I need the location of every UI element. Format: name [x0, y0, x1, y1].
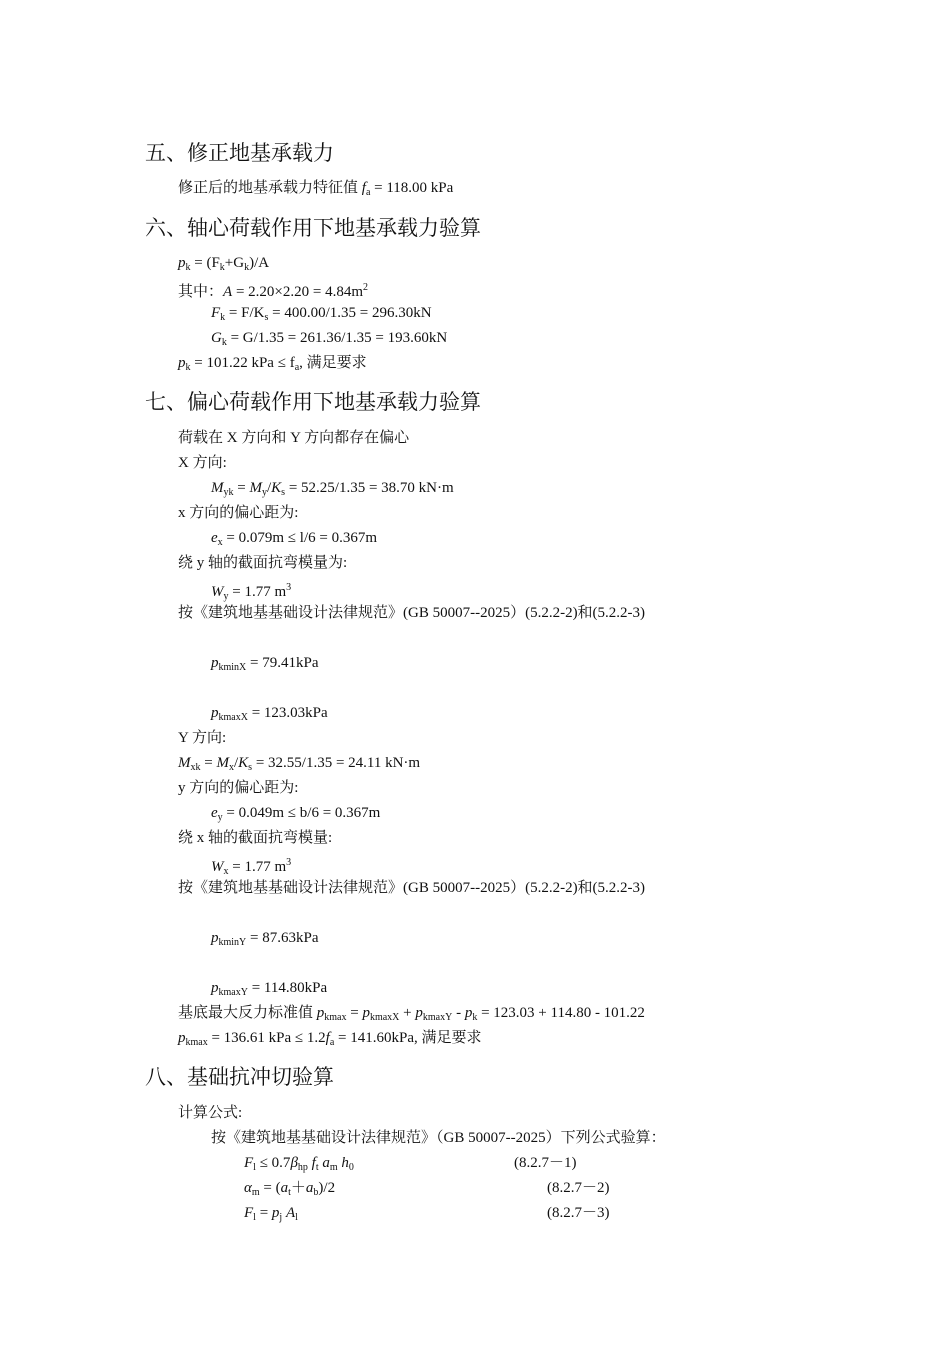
pk-result: $p_k = 101.22$ kPa ≤ $f_a$, 满足要求	[178, 355, 367, 373]
code-line: 按《建筑地基基础设计法律规范》（GB 50007--2025）下列公式验算：	[211, 1130, 666, 1146]
eq1: $F_l \le 0.7\beta_{hp}$ $f_t$ $a_m$ $h_0$	[244, 1155, 354, 1173]
wx-label: 绕 x 轴的截面抗弯模量:	[178, 830, 333, 846]
fa-line: 修正后的地基承载力特征值 $f_a = 118.00$ kPa	[178, 180, 454, 198]
section-8-title: 八、基础抗冲切验算	[145, 1065, 334, 1089]
code-ref-y: 按《建筑地基基础设计法律规范》(GB 50007--2025）(5.2.2-2)和(5.2.2-3)	[178, 880, 646, 896]
pkmaxx-line: $p_{kmaxX} = 123.03kPa$	[211, 705, 328, 723]
ecc-intro: 荷载在 X 方向和 Y 方向都存在偏心	[178, 430, 410, 446]
eq1-ref: (8.2.7－1)	[514, 1155, 577, 1171]
eq2-ref: (8.2.7－2)	[547, 1180, 610, 1196]
formula-label: 计算公式:	[178, 1105, 243, 1121]
ey-line: $e_y = 0.049m \le b/6 = 0.367m$	[211, 805, 381, 823]
section-5-title: 五、修正地基承载力	[145, 141, 334, 165]
fk-line: $F_k = F/K_s = 400.00/1.35 = 296.30kN$	[211, 305, 432, 323]
y-direction-label: Y 方向:	[178, 730, 227, 746]
y-ecc-label: y 方向的偏心距为:	[178, 780, 299, 796]
gk-line: $G_k = G/1.35 = 261.36/1.35 = 193.60kN$	[211, 330, 448, 348]
wy-label: 绕 y 轴的截面抗弯模量为:	[178, 555, 348, 571]
pk-formula: $p_k = (F_k+G_k)/A$	[178, 255, 270, 273]
eq3-ref: (8.2.7－3)	[547, 1205, 610, 1221]
pkmax-result-line: $p_{kmax} = 136.61$ kPa ≤ $1.2f_a = 141.60kPa$, 满足要求	[178, 1030, 482, 1048]
ex-line: $e_x = 0.079m \le l/6 = 0.367m$	[211, 530, 377, 548]
section-6-title: 六、轴心荷载作用下地基承载力验算	[145, 216, 481, 240]
pkmax-calc-line: 基底最大反力标准值 $p_{kmax} = p_{kmaxX} + p_{kmaxY} - p_k = 123.03 + 114.80 - 101.22$	[178, 1005, 645, 1023]
eq3: $F_l = p_j$ $A_l$	[244, 1205, 298, 1223]
wy-line: $W_y = 1.77$ $m^3$	[211, 582, 292, 602]
x-ecc-label: x 方向的偏心距为:	[178, 505, 299, 521]
x-direction-label: X 方向:	[178, 455, 227, 471]
wx-line: $W_x = 1.77$ $m^3$	[211, 857, 292, 877]
myk-line: $M_{yk} = M_y/K_s = 52.25/1.35 = 38.70$ kN·m	[211, 480, 454, 498]
pkmaxy-line: $p_{kmaxY} = 114.80kPa$	[211, 980, 328, 998]
pkminx-line: $p_{kminX} = 79.41kPa$	[211, 655, 319, 673]
code-ref-x: 按《建筑地基基础设计法律规范》(GB 50007--2025）(5.2.2-2)和(5.2.2-3)	[178, 605, 646, 621]
eq2: $\alpha_m = (a_t+a_b)/2$	[244, 1180, 336, 1198]
mxk-line: $M_{xk} = M_x/K_s = 32.55/1.35 = 24.11$ kN·m	[178, 755, 421, 773]
section-7-title: 七、偏心荷载作用下地基承载力验算	[145, 390, 481, 414]
pkminy-line: $p_{kminY} = 87.63kPa$	[211, 930, 319, 948]
area-line: 其中：$A = 2.20\times 2.20 = 4.84m^2$	[178, 282, 368, 300]
